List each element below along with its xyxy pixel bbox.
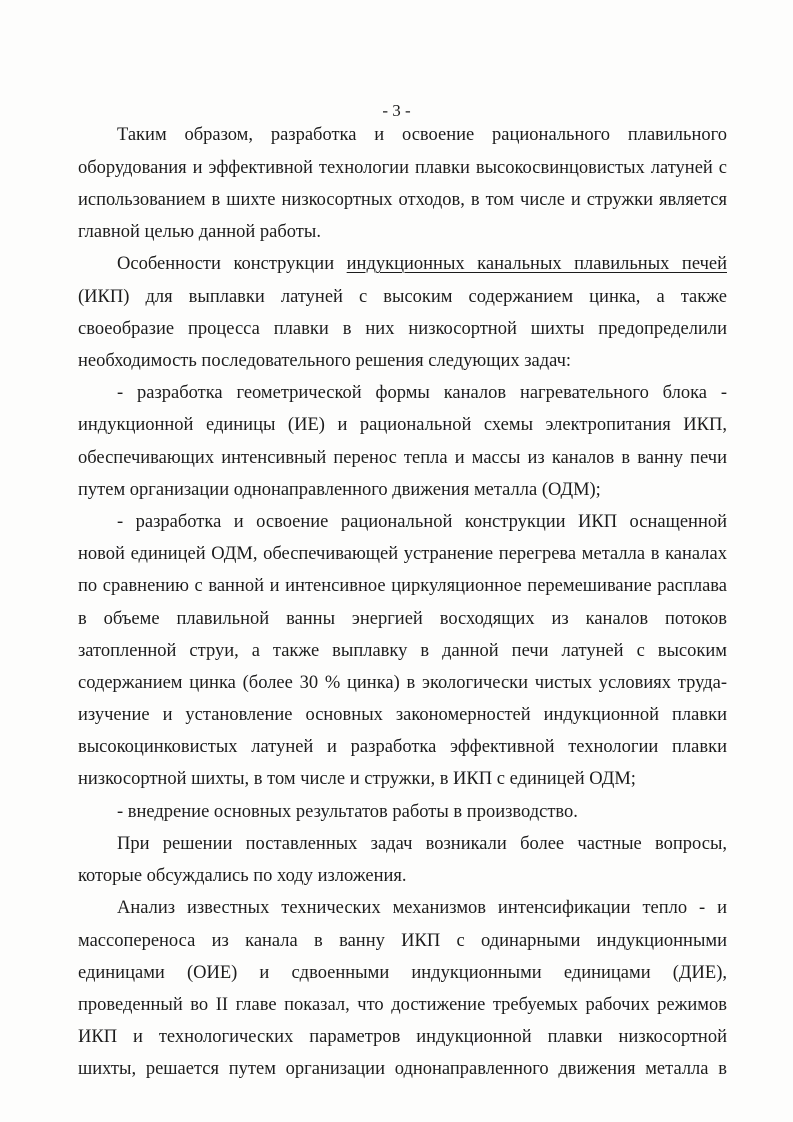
text-line: (ИКП) для выплавки латуней с высоким содержанием цинка, а также — [78, 287, 727, 307]
text-line: в объеме плавильной ванны энергией восходящих из каналов потоков — [78, 609, 727, 629]
text-line: низкосортной шихты, в том числе и стружки, в ИКП с единицей ОДМ; — [78, 769, 636, 789]
list-item-line: - разработка геометрической формы каналов нагревательного блока - — [117, 383, 727, 403]
text-line: высокоцинковистых латуней и разработка эффективной технологии плавки — [78, 737, 727, 757]
page-number: - 3 - — [382, 101, 411, 120]
text-line: Анализ известных технических механизмов интенсификации тепло - и — [117, 898, 727, 918]
text-line: своеобразие процесса плавки в них низкосортной шихты предопределили — [78, 319, 727, 339]
text-line: по сравнению с ванной и интенсивное циркуляционное перемешивание расплава — [78, 576, 727, 596]
text-line: затопленной струи, а также выплавку в данной печи латуней с высоким — [78, 641, 727, 661]
text-line: шихты, решается путем организации однонаправленного движения металла в — [78, 1059, 727, 1079]
text-line: новой единицей ОДМ, обеспечивающей устранение перегрева металла в каналах — [78, 544, 727, 564]
list-item-line: - внедрение основных результатов работы в производство. — [117, 802, 578, 822]
text-line: главной целью данной работы. — [78, 222, 321, 242]
text-line: изучение и установление основных закономерностей индукционной плавки — [78, 705, 727, 725]
text-line: которые обсуждались по ходу изложения. — [78, 866, 407, 886]
text-line: содержанием цинка (более 30 % цинка) в экологически чистых условиях труда- — [78, 673, 727, 693]
list-item-line: - разработка и освоение рациональной конструкции ИКП оснащенной — [117, 512, 727, 532]
text-line: путем организации однонаправленного движения металла (ОДМ); — [78, 480, 601, 500]
text-line: оборудования и эффективной технологии плавки высокосвинцовистых латуней с — [78, 158, 727, 178]
text-line: необходимость последовательного решения следующих задач: — [78, 351, 572, 371]
text-run: Особенности конструкции — [117, 254, 347, 274]
text-line: массопереноса из канала в ванну ИКП с одинарными индукционными — [78, 931, 727, 951]
text-line — [117, 252, 727, 276]
text-line: проведенный во II главе показал, что достижение требуемых рабочих режимов — [78, 995, 727, 1015]
text-line: Таким образом, разработка и освоение рационального плавильного — [117, 125, 727, 145]
text-line: обеспечивающих интенсивный перенос тепла и массы из каналов в ванну печи — [78, 448, 727, 468]
text-line: индукционной единицы (ИЕ) и рациональной схемы электропитания ИКП, — [78, 415, 727, 435]
text-line: ИКП и технологических параметров индукционной плавки низкосортной — [78, 1027, 727, 1047]
underlined-text: индукционных канальных плавильных печей — [346, 254, 727, 274]
text-line: использованием в шихте низкосортных отходов, в том числе и стружки является — [78, 190, 727, 210]
text-line: единицами (ОИЕ) и сдвоенными индукционными единицами (ДИЕ), — [78, 963, 727, 983]
text-line: При решении поставленных задач возникали более частные вопросы, — [117, 834, 727, 854]
